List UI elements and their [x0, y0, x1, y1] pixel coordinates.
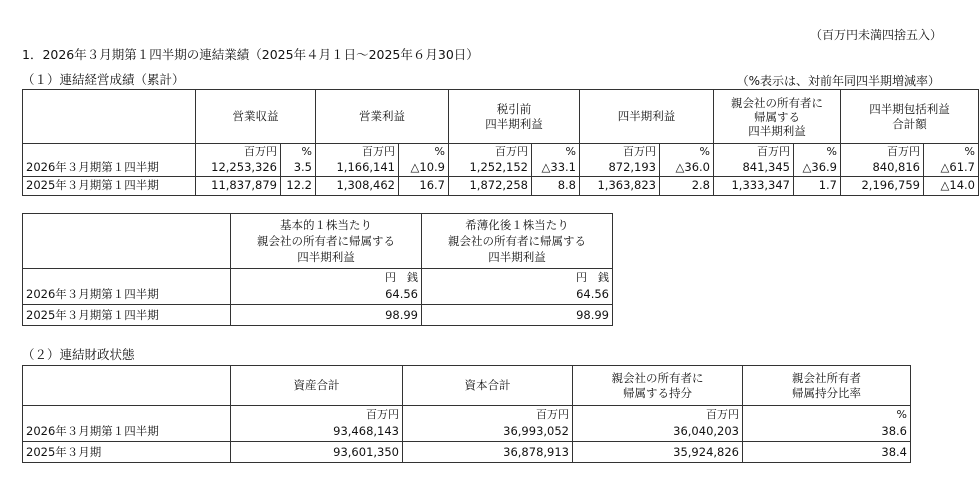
- row-label: 2025年３月期第１四半期: [23, 176, 196, 195]
- financial-position-table: [22, 365, 911, 463]
- cell-quarterly-profit: 1,363,823: [580, 176, 660, 195]
- header-comprehensive-income: 四半期包括利益 合計額: [841, 90, 979, 144]
- unit-amount: 百万円: [316, 144, 399, 160]
- cell-pct: 1.7: [794, 176, 841, 195]
- unit-row-label: [23, 144, 196, 160]
- unit-amount: 百万円: [841, 144, 924, 160]
- percent-change-note: （%表示は、対前年同四半期増減率）: [736, 74, 940, 88]
- cell-profit-attributable: 841,345: [714, 159, 794, 176]
- cell-profit-attributable: 1,333,347: [714, 176, 794, 195]
- cell-profit-before-tax: 1,872,258: [449, 176, 532, 195]
- table-row: [23, 159, 979, 176]
- eps-table: [22, 213, 613, 326]
- cell-equity-attributable: 36,040,203: [573, 423, 743, 442]
- header-diluted-eps: 希薄化後１株当たり 親会社の所有者に帰属する 四半期利益: [422, 214, 613, 269]
- section-heading-results: 1．2026年３月期第１四半期の連結業績（2025年４月１日～2025年６月30日）: [22, 47, 479, 62]
- unit-amount: 百万円: [403, 406, 573, 423]
- cell-equity-ratio: 38.4: [743, 442, 911, 463]
- unit-pct: %: [794, 144, 841, 160]
- table-row: [23, 305, 613, 326]
- table-row: [23, 423, 911, 442]
- cell-comprehensive-income: 2,196,759: [841, 176, 924, 195]
- header-operating-revenue: 営業収益: [196, 90, 316, 144]
- subheading-financial-position: （２）連結財政状態: [22, 347, 135, 362]
- row-label: 2026年３月期第１四半期: [23, 159, 196, 176]
- row-header-blank: [23, 366, 231, 406]
- cell-operating-profit: 1,166,141: [316, 159, 399, 176]
- header-operating-profit: 営業利益: [316, 90, 449, 144]
- row-label: 2025年３月期第１四半期: [23, 305, 231, 326]
- cell-pct: △36.9: [794, 159, 841, 176]
- unit-amount: 百万円: [449, 144, 532, 160]
- unit-pct: %: [660, 144, 714, 160]
- cell-diluted-eps: 64.56: [422, 286, 613, 305]
- header-total-assets: 資産合計: [231, 366, 403, 406]
- cell-equity-ratio: 38.6: [743, 423, 911, 442]
- row-label: 2026年３月期第１四半期: [23, 286, 231, 305]
- cell-total-equity: 36,878,913: [403, 442, 573, 463]
- cell-pct: △36.0: [660, 159, 714, 176]
- cell-quarterly-profit: 872,193: [580, 159, 660, 176]
- cell-operating-profit: 1,308,462: [316, 176, 399, 195]
- cell-basic-eps: 64.56: [231, 286, 422, 305]
- cell-operating-revenue: 12,253,326: [196, 159, 281, 176]
- unit-amount: 百万円: [580, 144, 660, 160]
- unit-amount: 百万円: [714, 144, 794, 160]
- table-row: [23, 176, 979, 195]
- unit-pct: %: [281, 144, 316, 160]
- cell-profit-before-tax: 1,252,152: [449, 159, 532, 176]
- cell-pct: 8.8: [532, 176, 580, 195]
- cell-pct: 2.8: [660, 176, 714, 195]
- unit-amount: 百万円: [573, 406, 743, 423]
- row-label: 2026年３月期第１四半期: [23, 423, 231, 442]
- header-profit-before-tax: 税引前 四半期利益: [449, 90, 580, 144]
- cell-pct: 16.7: [399, 176, 449, 195]
- unit-pct: %: [743, 406, 911, 423]
- row-header-blank: [23, 90, 196, 144]
- row-label: 2025年３月期: [23, 442, 231, 463]
- unit-pct: %: [532, 144, 580, 160]
- unit-pct: %: [399, 144, 449, 160]
- cell-pct: △33.1: [532, 159, 580, 176]
- cell-pct: △61.7: [924, 159, 979, 176]
- cell-pct: △14.0: [924, 176, 979, 195]
- cell-comprehensive-income: 840,816: [841, 159, 924, 176]
- cell-total-equity: 36,993,052: [403, 423, 573, 442]
- subheading-operating-results: （１）連結経営成績（累計）: [22, 72, 185, 87]
- header-equity-attributable: 親会社の所有者に 帰属する持分: [573, 366, 743, 406]
- cell-total-assets: 93,601,350: [231, 442, 403, 463]
- cell-pct: △10.9: [399, 159, 449, 176]
- unit-yen-sen: 円 銭: [422, 269, 613, 286]
- header-quarterly-profit: 四半期利益: [580, 90, 714, 144]
- operating-results-table: [22, 89, 979, 196]
- cell-total-assets: 93,468,143: [231, 423, 403, 442]
- table-row: [23, 286, 613, 305]
- table-row: [23, 442, 911, 463]
- header-profit-attributable-owners: 親会社の所有者に 帰属する 四半期利益: [714, 90, 841, 144]
- unit-yen-sen: 円 銭: [231, 269, 422, 286]
- rounding-note: （百万円未満四捨五入）: [809, 28, 942, 42]
- header-basic-eps: 基本的１株当たり 親会社の所有者に帰属する 四半期利益: [231, 214, 422, 269]
- cell-diluted-eps: 98.99: [422, 305, 613, 326]
- unit-pct: %: [924, 144, 979, 160]
- header-equity-ratio: 親会社所有者 帰属持分比率: [743, 366, 911, 406]
- unit-amount: 百万円: [231, 406, 403, 423]
- row-header-blank: [23, 214, 231, 269]
- cell-pct: 12.2: [281, 176, 316, 195]
- unit-amount: 百万円: [196, 144, 281, 160]
- cell-pct: 3.5: [281, 159, 316, 176]
- header-total-equity: 資本合計: [403, 366, 573, 406]
- cell-operating-revenue: 11,837,879: [196, 176, 281, 195]
- cell-equity-attributable: 35,924,826: [573, 442, 743, 463]
- unit-row-label: [23, 269, 231, 286]
- unit-row-label: [23, 406, 231, 423]
- cell-basic-eps: 98.99: [231, 305, 422, 326]
